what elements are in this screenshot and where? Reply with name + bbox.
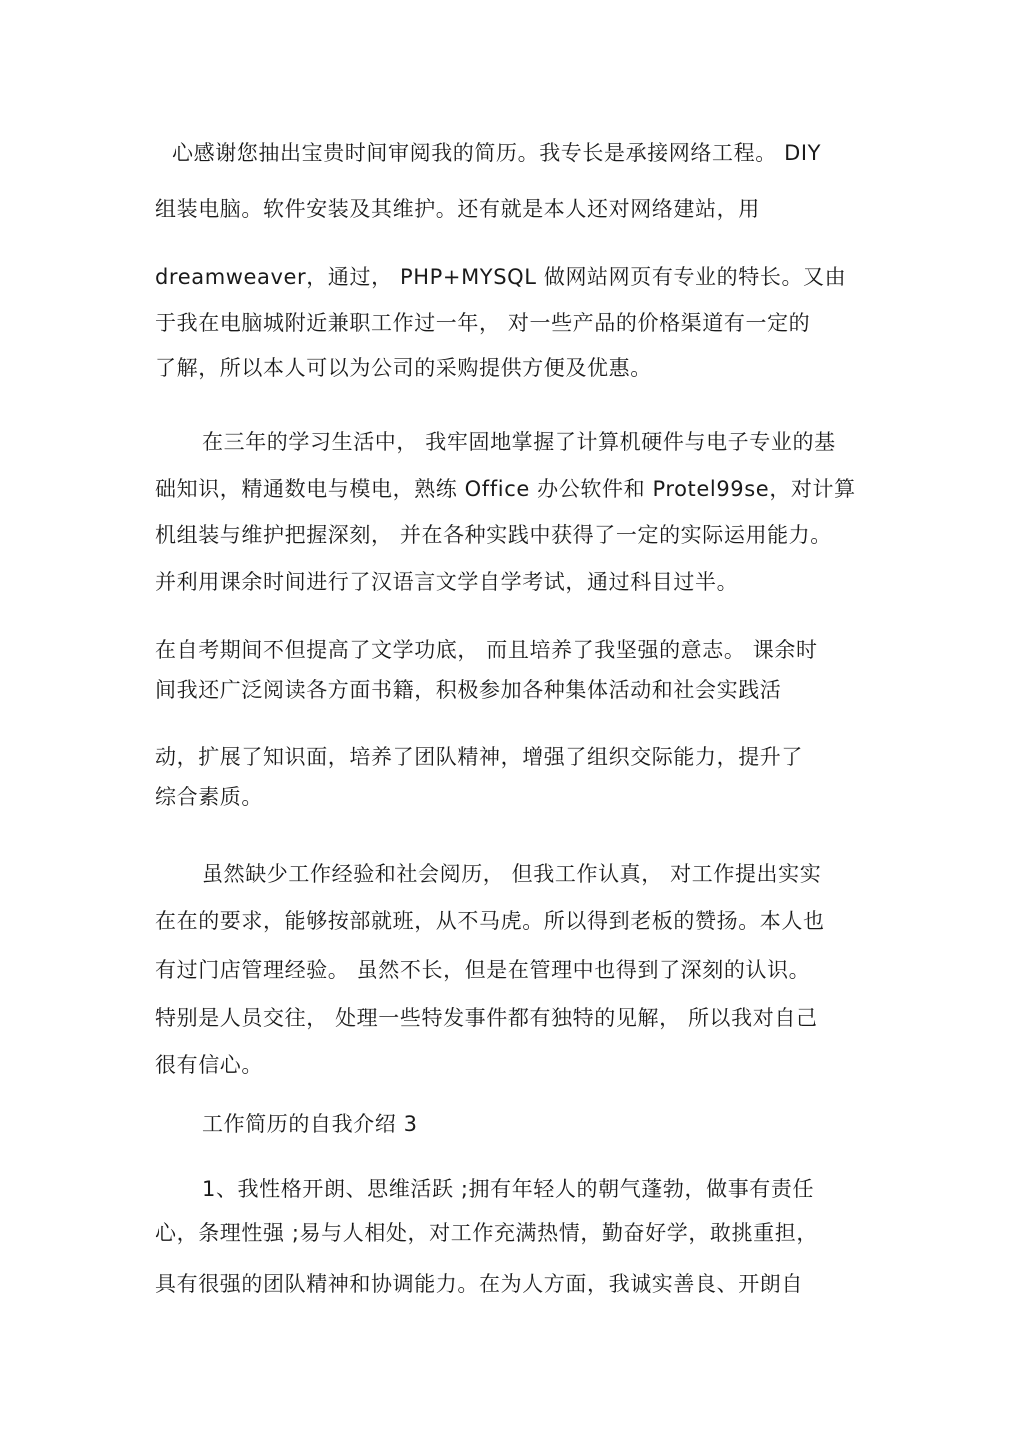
text-line-22: 具有很强的团队精神和协调能力。在为人方面，我诚实善良、开朗自 (155, 1272, 803, 1296)
text-line-16: 有过门店管理经验。 虽然不长，但是在管理中也得到了深刻的认识。 (155, 958, 811, 982)
text-line-12: 动，扩展了知识面，培养了团队精神，增强了组织交际能力，提升了 (155, 745, 803, 769)
text-line-11: 间我还广泛阅读各方面书籍，积极参加各种集体活动和社会实践活 (155, 678, 782, 702)
text-line-1: 心感谢您抽出宝贵时间审阅我的简历。我专长是承接网络工程。 DIY (172, 141, 822, 165)
text-line-17: 特别是人员交往， 处理一些特发事件都有独特的见解， 所以我对自己 (155, 1006, 818, 1030)
text-line-3: dreamweaver，通过， PHP+MYSQL 做网站网页有专业的特长。又由 (155, 265, 847, 289)
text-line-5: 了解，所以本人可以为公司的采购提供方便及优惠。 (155, 356, 652, 380)
text-line-13: 综合素质。 (155, 785, 263, 809)
text-line-4: 于我在电脑城附近兼职工作过一年， 对一些产品的价格渠道有一定的 (155, 311, 811, 335)
text-line-18: 很有信心。 (155, 1053, 263, 1077)
text-line-2: 组装电脑。软件安装及其维护。还有就是本人还对网络建站，用 (155, 197, 760, 221)
text-line-20: 1、我性格开朗、思维活跃 ;拥有年轻人的朝气蓬勃，做事有责任 (202, 1177, 815, 1201)
section-heading: 工作简历的自我介绍 3 (202, 1112, 418, 1136)
text-line-21: 心，条理性强 ;易与人相处，对工作充满热情，勤奋好学，敢挑重担， (155, 1221, 818, 1245)
text-line-14: 虽然缺少工作经验和社会阅历， 但我工作认真， 对工作提出实实 (202, 862, 822, 886)
text-line-9: 并利用课余时间进行了汉语言文学自学考试，通过科目过半。 (155, 570, 739, 594)
text-line-10: 在自考期间不但提高了文学功底， 而且培养了我坚强的意志。 课余时 (155, 638, 818, 662)
text-line-6: 在三年的学习生活中， 我牢固地掌握了计算机硬件与电子专业的基 (202, 430, 836, 454)
text-line-15: 在在的要求，能够按部就班，从不马虎。所以得到老板的赞扬。本人也 (155, 909, 825, 933)
text-line-8: 机组装与维护把握深刻， 并在各种实践中获得了一定的实际运用能力。 (155, 523, 832, 547)
text-line-7: 础知识，精通数电与模电，熟练 Office 办公软件和 Protel99se，对计算 (155, 477, 856, 501)
